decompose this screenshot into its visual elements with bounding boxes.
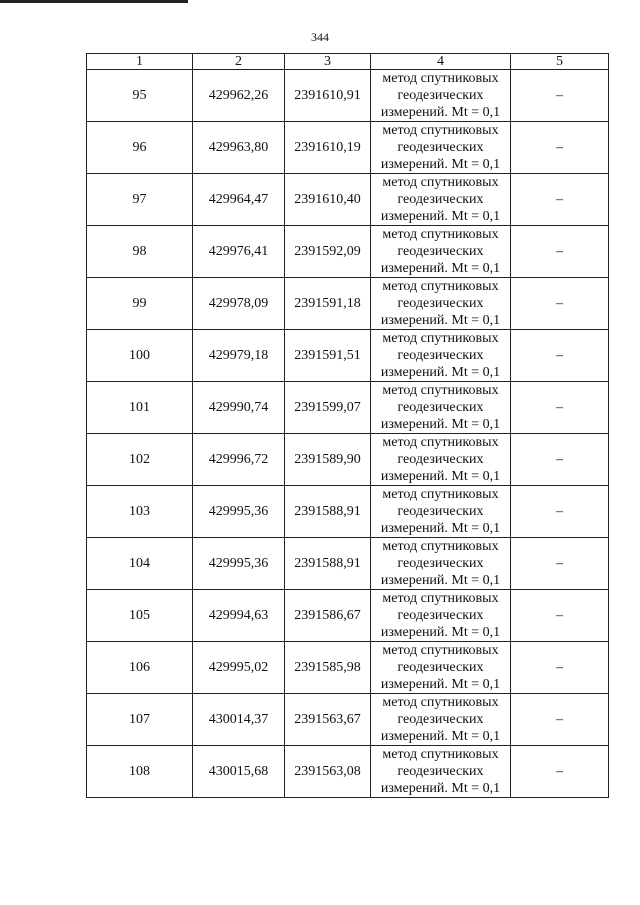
table-row — [87, 122, 609, 174]
method-line: метод спутниковых — [382, 383, 499, 398]
method-cell — [371, 174, 511, 226]
point-number-cell: 105 — [87, 590, 193, 642]
table-row — [87, 434, 609, 486]
y-coordinate-cell: 2391591,51 — [285, 330, 371, 382]
method-line: метод спутниковых — [382, 695, 499, 710]
method-line: измерений. Mt = 0,1 — [380, 313, 501, 328]
method-line: метод спутниковых — [382, 227, 499, 242]
method-cell — [371, 278, 511, 330]
method-cell — [371, 226, 511, 278]
method-line: геодезических — [397, 400, 484, 415]
table-row — [87, 278, 609, 330]
method-cell — [371, 694, 511, 746]
method-line: геодезических — [397, 764, 484, 779]
x-coordinate-cell: 429994,63 — [193, 590, 285, 642]
method-line: геодезических — [397, 88, 484, 103]
table-row — [87, 486, 609, 538]
method-line: метод спутниковых — [382, 487, 499, 502]
x-coordinate-cell: 429963,80 — [193, 122, 285, 174]
method-line: геодезических — [397, 348, 484, 363]
method-line: измерений. Mt = 0,1 — [380, 521, 501, 536]
method-line: метод спутниковых — [382, 71, 499, 86]
y-coordinate-cell: 2391586,67 — [285, 590, 371, 642]
note-cell: – — [511, 694, 609, 746]
note-cell: – — [511, 746, 609, 798]
note-cell: – — [511, 174, 609, 226]
table-row — [87, 382, 609, 434]
method-cell — [371, 70, 511, 122]
method-line: измерений. Mt = 0,1 — [380, 677, 501, 692]
header-cell: 5 — [511, 54, 609, 70]
x-coordinate-cell: 429995,02 — [193, 642, 285, 694]
point-number-cell: 97 — [87, 174, 193, 226]
table-row — [87, 226, 609, 278]
note-cell: – — [511, 278, 609, 330]
method-line: метод спутниковых — [382, 591, 499, 606]
coordinates-table — [86, 53, 609, 798]
method-line: измерений. Mt = 0,1 — [380, 625, 501, 640]
y-coordinate-cell: 2391610,40 — [285, 174, 371, 226]
method-cell — [371, 538, 511, 590]
note-cell: – — [511, 382, 609, 434]
table-row — [87, 642, 609, 694]
point-number-cell: 101 — [87, 382, 193, 434]
method-cell — [371, 642, 511, 694]
method-line: геодезических — [397, 504, 484, 519]
header-cell: 4 — [371, 54, 511, 70]
y-coordinate-cell: 2391563,67 — [285, 694, 371, 746]
y-coordinate-cell: 2391599,07 — [285, 382, 371, 434]
method-line: метод спутниковых — [382, 279, 499, 294]
method-cell — [371, 382, 511, 434]
y-coordinate-cell: 2391588,91 — [285, 538, 371, 590]
table-row — [87, 330, 609, 382]
method-line: геодезических — [397, 452, 484, 467]
method-line: измерений. Mt = 0,1 — [380, 469, 501, 484]
method-line: измерений. Mt = 0,1 — [380, 261, 501, 276]
method-line: измерений. Mt = 0,1 — [380, 209, 501, 224]
table-row — [87, 746, 609, 798]
x-coordinate-cell: 429995,36 — [193, 486, 285, 538]
point-number-cell: 104 — [87, 538, 193, 590]
method-cell — [371, 746, 511, 798]
method-line: метод спутниковых — [382, 643, 499, 658]
point-number-cell: 108 — [87, 746, 193, 798]
method-line: геодезических — [397, 140, 484, 155]
table-body — [87, 70, 609, 798]
x-coordinate-cell: 429990,74 — [193, 382, 285, 434]
y-coordinate-cell: 2391588,91 — [285, 486, 371, 538]
method-line: геодезических — [397, 296, 484, 311]
method-cell — [371, 590, 511, 642]
y-coordinate-cell: 2391592,09 — [285, 226, 371, 278]
method-line: геодезических — [397, 660, 484, 675]
y-coordinate-cell: 2391585,98 — [285, 642, 371, 694]
note-cell: – — [511, 434, 609, 486]
point-number-cell: 95 — [87, 70, 193, 122]
method-line: метод спутниковых — [382, 435, 499, 450]
point-number-cell: 99 — [87, 278, 193, 330]
x-coordinate-cell: 429964,47 — [193, 174, 285, 226]
x-coordinate-cell: 429962,26 — [193, 70, 285, 122]
method-line: геодезических — [397, 244, 484, 259]
method-line: метод спутниковых — [382, 747, 499, 762]
x-coordinate-cell: 429995,36 — [193, 538, 285, 590]
note-cell: – — [511, 642, 609, 694]
x-coordinate-cell: 430014,37 — [193, 694, 285, 746]
method-line: измерений. Mt = 0,1 — [380, 365, 501, 380]
x-coordinate-cell: 429996,72 — [193, 434, 285, 486]
method-line: измерений. Mt = 0,1 — [380, 157, 501, 172]
x-coordinate-cell: 429978,09 — [193, 278, 285, 330]
point-number-cell: 103 — [87, 486, 193, 538]
method-line: геодезических — [397, 556, 484, 571]
method-cell — [371, 486, 511, 538]
point-number-cell: 100 — [87, 330, 193, 382]
method-line: измерений. Mt = 0,1 — [380, 105, 501, 120]
table-header — [87, 54, 609, 70]
point-number-cell: 98 — [87, 226, 193, 278]
method-cell — [371, 122, 511, 174]
x-coordinate-cell: 429979,18 — [193, 330, 285, 382]
header-cell: 2 — [193, 54, 285, 70]
method-line: измерений. Mt = 0,1 — [380, 573, 501, 588]
point-number-cell: 96 — [87, 122, 193, 174]
table-row — [87, 590, 609, 642]
header-cell: 1 — [87, 54, 193, 70]
x-coordinate-cell: 430015,68 — [193, 746, 285, 798]
method-line: метод спутниковых — [382, 331, 499, 346]
method-line: метод спутниковых — [382, 539, 499, 554]
note-cell: – — [511, 330, 609, 382]
table-row — [87, 174, 609, 226]
note-cell: – — [511, 486, 609, 538]
table-row — [87, 694, 609, 746]
note-cell: – — [511, 226, 609, 278]
top-rule — [0, 0, 188, 3]
header-cell: 3 — [285, 54, 371, 70]
method-line: метод спутниковых — [382, 175, 499, 190]
method-line: измерений. Mt = 0,1 — [380, 781, 501, 796]
x-coordinate-cell: 429976,41 — [193, 226, 285, 278]
y-coordinate-cell: 2391610,91 — [285, 70, 371, 122]
note-cell: – — [511, 538, 609, 590]
method-cell — [371, 434, 511, 486]
point-number-cell: 102 — [87, 434, 193, 486]
y-coordinate-cell: 2391591,18 — [285, 278, 371, 330]
method-line: геодезических — [397, 192, 484, 207]
method-line: измерений. Mt = 0,1 — [380, 417, 501, 432]
method-line: измерений. Mt = 0,1 — [380, 729, 501, 744]
point-number-cell: 106 — [87, 642, 193, 694]
y-coordinate-cell: 2391610,19 — [285, 122, 371, 174]
note-cell: – — [511, 122, 609, 174]
y-coordinate-cell: 2391589,90 — [285, 434, 371, 486]
method-line: метод спутниковых — [382, 123, 499, 138]
note-cell: – — [511, 590, 609, 642]
table-row — [87, 70, 609, 122]
page-number: 344 — [311, 30, 329, 44]
note-cell: – — [511, 70, 609, 122]
point-number-cell: 107 — [87, 694, 193, 746]
y-coordinate-cell: 2391563,08 — [285, 746, 371, 798]
method-cell — [371, 330, 511, 382]
method-line: геодезических — [397, 608, 484, 623]
table-row — [87, 538, 609, 590]
method-line: геодезических — [397, 712, 484, 727]
header-row — [87, 54, 609, 70]
